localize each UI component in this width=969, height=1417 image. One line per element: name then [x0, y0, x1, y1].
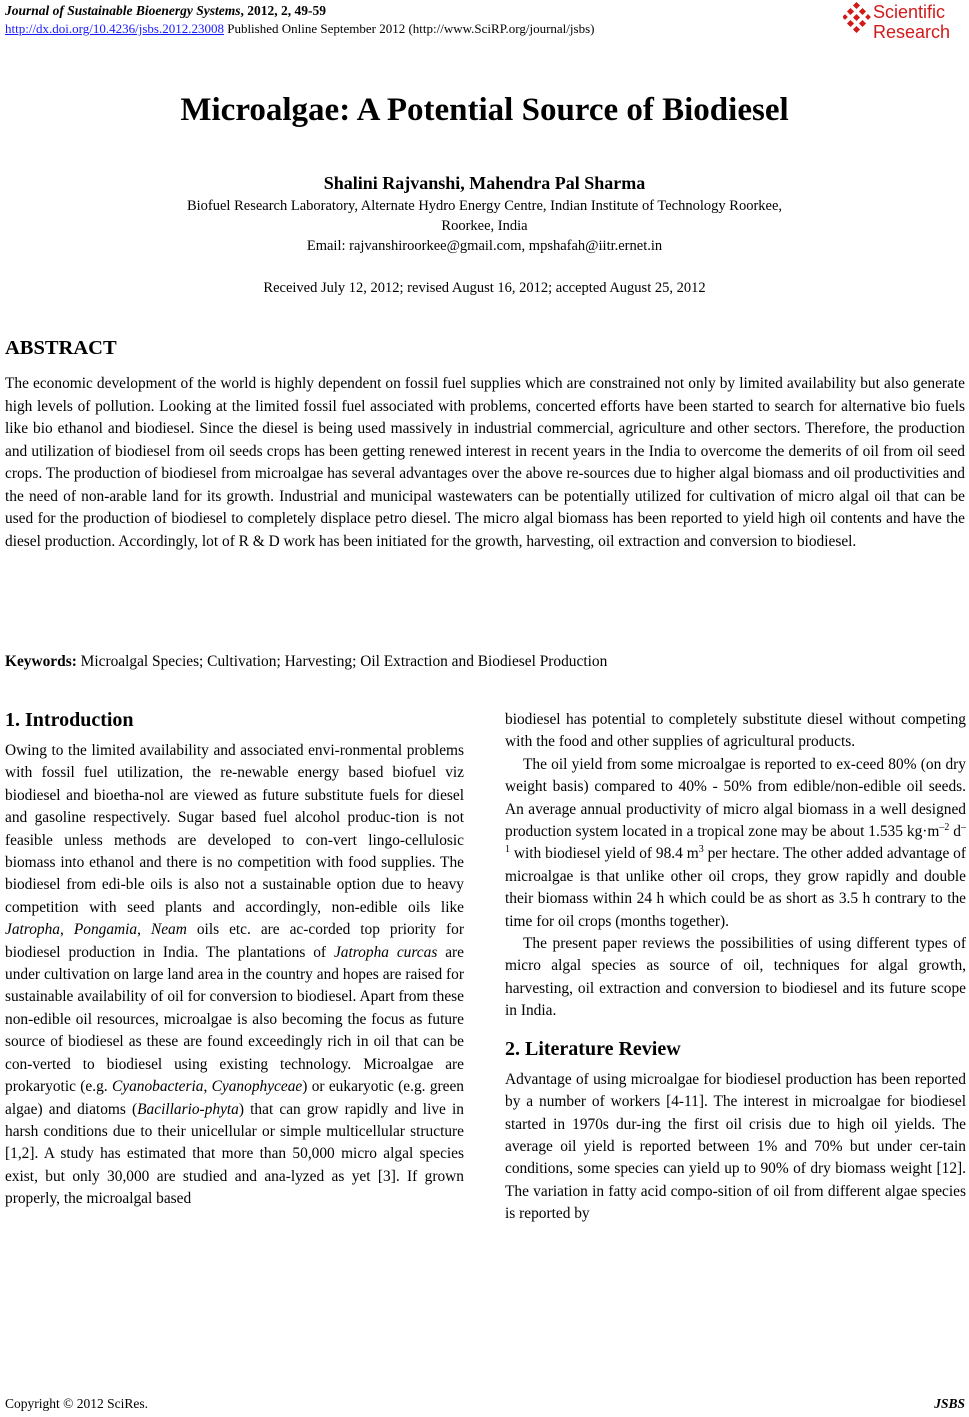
italic-term: Bacillario-phyta: [137, 1100, 239, 1118]
author-emails: Email: rajvanshiroorkee@gmail.com, mpshafah@iitr.ernet.in: [306, 238, 663, 254]
italic-term: Neam: [150, 921, 187, 939]
journal-citation: [5, 2, 965, 19]
superscript: –1: [505, 821, 967, 856]
keywords: [5, 651, 965, 673]
right-column: [505, 709, 966, 1226]
paper-title: Microalgae: A Potential Source of Biodiesel: [180, 92, 789, 128]
journal-volume: , 2012, 2, 49-59: [240, 3, 327, 18]
affiliation-line-2: Roorkee, India: [441, 218, 528, 234]
text-span: per hectare. The other added advantage of microalgae is that unlike other oil crops, they grow rapidly and double their biomass within 24 h which could be as short as 3.5 h contrary to the time for oil crops (months together).: [505, 845, 966, 930]
text-span: are under cultivation on large land area in the country and hopes are raised for sustainable availability of oil for conversion to biodiesel. Apart from these non-edible oil resources, microalgae is also becoming the focus as future source of biodiesel as these are found exceedingly rich in oil that can be con-verted to biodiesel using existing technology. Microalgae are prokaryotic (e.g.: [5, 943, 464, 1096]
copyright-text: Copyright © 2012 SciRes.: [5, 1396, 149, 1411]
intro-continuation-paragraph: biodiesel has potential to completely substitute diesel without competing with the food and other supplies of agricultural products.: [505, 711, 966, 751]
affiliation-line-1: Biofuel Research Laboratory, Alternate Hydro Energy Centre, Indian Institute of Technology Roorkee,: [186, 198, 783, 214]
keywords-label: Keywords:: [5, 653, 77, 670]
text-span: ,: [60, 921, 74, 939]
section-heading-literature-review: 2. Literature Review: [505, 1037, 681, 1060]
italic-term: Jatropha: [5, 921, 61, 939]
italic-term: Cyanophyceae: [211, 1078, 303, 1096]
literature-paragraph: Advantage of using microalgae for biodiesel production has been reported by a number of workers [4-11]. The interest in microalgae for biodiesel started in 1970s dur-ing the first oil crisis due to high oil yields. The average oil yield is reported between 1% and 70% but under cer-tain conditions, some species can yield up to 90% of dry biomass weight [12]. The variation in fatty acid compo-sition of oil from different algae species is reported by: [505, 1070, 966, 1223]
text-span: ) or eukaryotic (e.g. green algae) and diatoms (: [5, 1078, 464, 1118]
logo-line-2: Research: [873, 22, 951, 42]
published-online-text: Published Online September 2012 (http://www.SciRP.org/journal/jsbs): [223, 21, 595, 36]
logo-text: [873, 2, 950, 42]
italic-term: Cyanobacteria: [111, 1078, 204, 1096]
superscript: –2: [939, 821, 950, 833]
italic-term: Jatropha curcas: [333, 943, 438, 961]
journal-abbreviation: JSBS: [934, 1396, 965, 1411]
text-span: Owing to the limited availability and associated envi-ronmental problems with fossil fuel utilization, the re-newable energy based biofuel viz biodiesel and bioetha-nol are viewed as future substitute fuels for diesel and gasoline respectively. Sugar based fuel alcohol produc-tion is not feasible unless methods are developed to con-vert lingo-cellulosic biomass into ethanol and there is no competition with food supplies. The biodiesel from edi-ble oils is also not a sustainable option due to heavy competition with seed plants and accordingly, non-edible oils like: [5, 742, 464, 916]
text-span: ,: [137, 921, 151, 939]
section-heading-introduction: 1. Introduction: [5, 709, 134, 731]
logo-line-1: Scientific: [873, 2, 946, 22]
italic-term: Pongamia: [73, 921, 138, 939]
keywords-list: Microalgal Species; Cultivation; Harvesting; Oil Extraction and Biodiesel Production: [76, 653, 608, 670]
scientific-research-logo: [843, 2, 961, 44]
intro-paragraph: [5, 740, 464, 1211]
received-dates: Received July 12, 2012; revised August 16, 2012; accepted August 25, 2012: [263, 280, 706, 296]
superscript: 3: [698, 844, 704, 856]
text-span: ) that can grow rapidly and live in harsh conditions due to their unicellular or simple multicellular structure [1,2]. A study has estimated that more than 50,000 micro algal species exist, but only 30,000 are studied and ana-lyzed as yet [3]. If grown properly, the microalgal based: [5, 1100, 464, 1208]
text-span: d: [949, 823, 962, 841]
text-span: with biodiesel yield of 98.4 m: [510, 845, 699, 863]
doi-link[interactable]: http://dx.doi.org/10.4236/jsbs.2012.23008: [5, 21, 224, 36]
oil-yield-paragraph: [505, 754, 966, 933]
paper-authors: Shalini Rajvanshi, Mahendra Pal Sharma: [323, 173, 646, 193]
logo-diamond-icon: [843, 2, 871, 42]
abstract-text: The economic development of the world is highly dependent on fossil fuel supplies which are constrained not only by limited availability but also generate high levels of pollution. Looking at the limited fossil fuel associated with problems, concerted efforts have been started to search for alternative bio fuels like bio ethanol and biodiesel. Since the diesel is being used massively in industrial commercial, agriculture and other sectors. Therefore, the production and utilization of biodiesel from oil seeds crops has been getting renewed interest in recent years in the India to overcome the demerits of oil from oil seed crops. The production of biodiesel from microalgae has several advantages over the above re-sources due to higher algal biomass and oil productivities and the need of non-arable land for its growth. Industrial and municipal wastewaters can be potentially utilized for cultivation of micro algal oil that can be used for the production of biodiesel to completely displace petro diesel. The micro algal biomass has been reported to yield high oil contents and have the diesel production. Accordingly, lot of R & D work has been initiated for the growth, harvesting, oil extraction and conversion to biodiesel.: [5, 375, 965, 550]
review-scope-paragraph: The present paper reviews the possibilities of using different types of micro algal species as source of oil, techniques for algal growth, harvesting, oil extraction and conversion to biodiesel and its future scope in India.: [505, 935, 966, 1020]
text-span: ,: [203, 1078, 212, 1096]
doi-line: [5, 20, 965, 37]
text-span: oils etc. are ac-corded top priority for biodiesel production in India. The plantations of: [5, 921, 464, 961]
left-column: [5, 706, 464, 1211]
page-header: [5, 2, 965, 46]
text-span: The oil yield from some microalgae is reported to ex-ceed 80% (on dry weight basis) compared to 40% - 50% from edible/non-edible oil seeds. An average annual productivity of micro algal biomass in a well designed production system located in a tropical zone may be about 1.535 kg·m: [505, 755, 966, 841]
page-footer: [5, 1396, 965, 1412]
abstract-heading: ABSTRACT: [5, 337, 117, 359]
journal-name: Journal of Sustainable Bioenergy Systems: [5, 3, 241, 18]
